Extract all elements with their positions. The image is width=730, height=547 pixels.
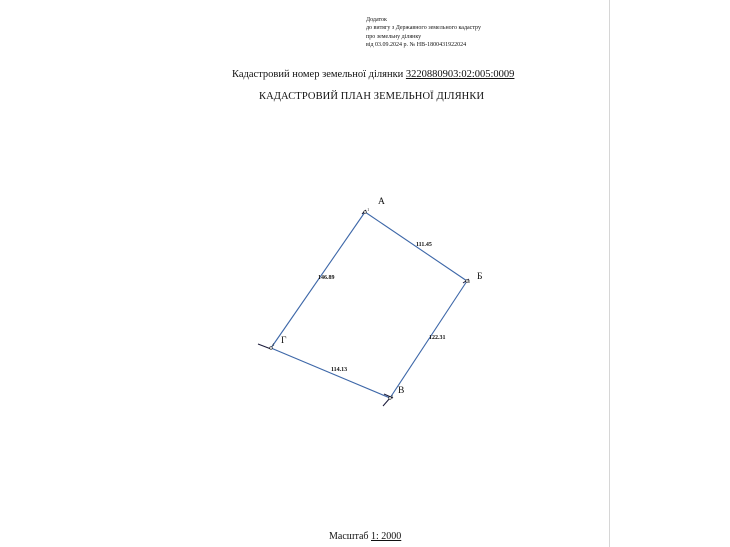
vertex-label-b: Б xyxy=(477,272,483,282)
cadastral-number-label: Кадастровий номер земельної ділянки xyxy=(232,69,404,80)
addendum-line: Додаток xyxy=(366,17,387,23)
addendum-line: до витягу з Державного земельного кадастру xyxy=(366,25,481,32)
addendum-line: про земельну ділянку xyxy=(366,33,422,40)
side-length-b-v: 122.31 xyxy=(429,335,446,341)
vertex-number-g: 4 xyxy=(272,342,275,347)
side-length-v-g: 114.13 xyxy=(331,367,348,373)
side-length-g-a: 146.89 xyxy=(318,275,335,281)
vertex-marker-g xyxy=(270,347,273,350)
vertex-label-a: А xyxy=(378,197,385,207)
vertex-number-a: 1 xyxy=(367,207,370,212)
vertex-number-b: 2 xyxy=(468,279,471,284)
cadastral-number-value: 3220880903:02:005:0009 xyxy=(405,69,515,80)
scale-label: Масштаб xyxy=(329,531,369,542)
vertex-label-g: Г xyxy=(281,336,287,346)
side-length-a-b: 111.45 xyxy=(416,242,432,248)
addendum-line: від 03.09.2024 р. № НВ-1800431922024 xyxy=(366,42,467,49)
plan-title: КАДАСТРОВИЙ ПЛАН ЗЕМЕЛЬНОЇ ДІЛЯНКИ xyxy=(259,91,485,102)
neighbor-tick-g xyxy=(258,344,271,349)
boundary-v-g xyxy=(271,348,390,398)
vertex-number-v: 3 xyxy=(391,394,394,399)
scale-line xyxy=(329,531,401,542)
vertex-label-v: В xyxy=(398,386,405,396)
scale-value: 1: 2000 xyxy=(371,531,402,542)
vertex-marker-a xyxy=(364,211,367,214)
